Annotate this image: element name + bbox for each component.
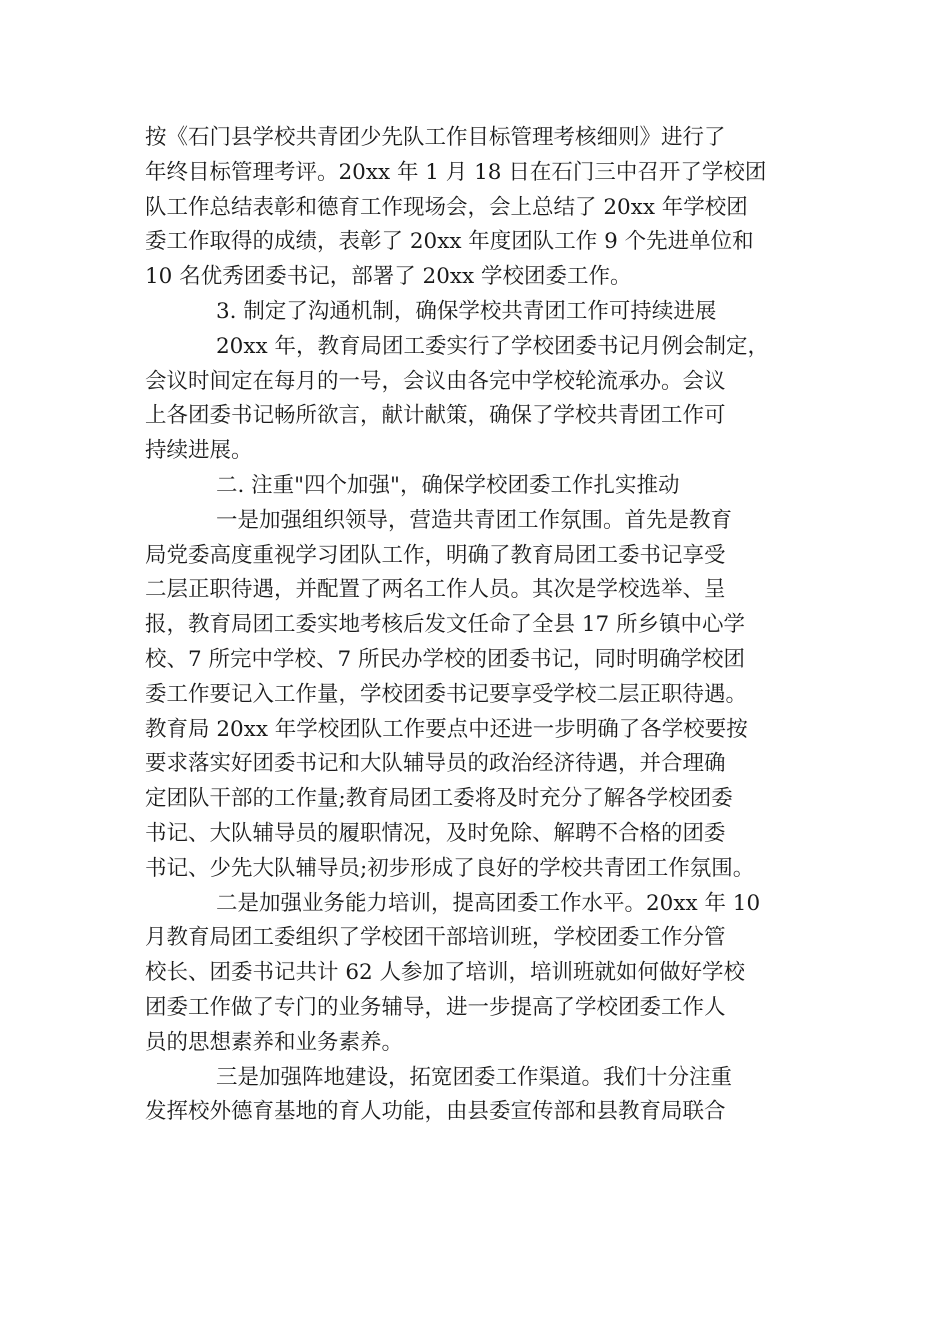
- text-line: 书记、大队辅导员的履职情况，及时免除、解聘不合格的团委: [145, 820, 726, 846]
- text-line: 3. 制定了沟通机制，确保学校共青团工作可持续进展: [216, 298, 717, 324]
- text-line: 月教育局团工委组织了学校团干部培训班，学校团委工作分管: [145, 925, 726, 951]
- text-line: 二. 注重"四个加强"，确保学校团委工作扎实推动: [216, 472, 680, 498]
- text-line: 按《石门县学校共青团少先队工作目标管理考核细则》进行了: [145, 125, 726, 150]
- text-line: 20xx 年，教育局团工委实行了学校团委书记月例会制定，: [216, 333, 769, 359]
- text-line: 会议时间定在每月的一号，会议由各完中学校轮流承办。会议: [145, 368, 726, 394]
- text-line: 校长、团委书记共计 62 人参加了培训，培训班就如何做好学校: [145, 960, 746, 986]
- text-line: 三是加强阵地建设，拓宽团委工作渠道。我们十分注重: [216, 1064, 733, 1090]
- text-line: 持续进展。: [145, 438, 253, 464]
- text-line: 一是加强组织领导，营造共青团工作氛围。首先是教育: [216, 507, 733, 533]
- document-body: [145, 121, 815, 1130]
- text-line: 员的思想素养和业务素养。: [145, 1029, 404, 1055]
- text-line: 委工作取得的成绩，表彰了 20xx 年度团队工作 9 个先进单位和: [145, 229, 754, 255]
- text-line: 队工作总结表彰和德育工作现场会，会上总结了 20xx 年学校团: [145, 194, 748, 220]
- text-line: 二层正职待遇，并配置了两名工作人员。其次是学校选举、呈: [145, 577, 726, 603]
- text-line: 报，教育局团工委实地考核后发文任命了全县 17 所乡镇中心学: [145, 612, 746, 638]
- text-line: 委工作要记入工作量，学校团委书记要享受学校二层正职待遇。: [145, 681, 748, 707]
- text-line: 发挥校外德育基地的育人功能，由县委宣传部和县教育局联合: [145, 1099, 726, 1125]
- text-line: 年终目标管理考评。20xx 年 1 月 18 日在石门三中召开了学校团: [145, 159, 767, 185]
- text-line: 团委工作做了专门的业务辅导，进一步提高了学校团委工作人: [145, 994, 726, 1020]
- text-line: 上各团委书记畅所欲言，献计献策，确保了学校共青团工作可: [145, 403, 726, 429]
- text-line: 定团队干部的工作量;教育局团工委将及时充分了解各学校团委: [145, 786, 733, 812]
- text-line: 10 名优秀团委书记，部署了 20xx 学校团委工作。: [145, 264, 632, 290]
- text-line: 校、7 所完中学校、7 所民办学校的团委书记，同时明确学校团: [145, 646, 746, 672]
- text-line: 二是加强业务能力培训，提高团委工作水平。20xx 年 10: [216, 890, 761, 916]
- text-line: 要求落实好团委书记和大队辅导员的政治经济待遇，并合理确: [145, 751, 726, 777]
- text-line: 局党委高度重视学习团队工作，明确了教育局团工委书记享受: [145, 542, 726, 568]
- text-line: 书记、少先大队辅导员;初步形成了良好的学校共青团工作氛围。: [145, 855, 755, 881]
- text-line: 教育局 20xx 年学校团队工作要点中还进一步明确了各学校要按: [145, 716, 748, 742]
